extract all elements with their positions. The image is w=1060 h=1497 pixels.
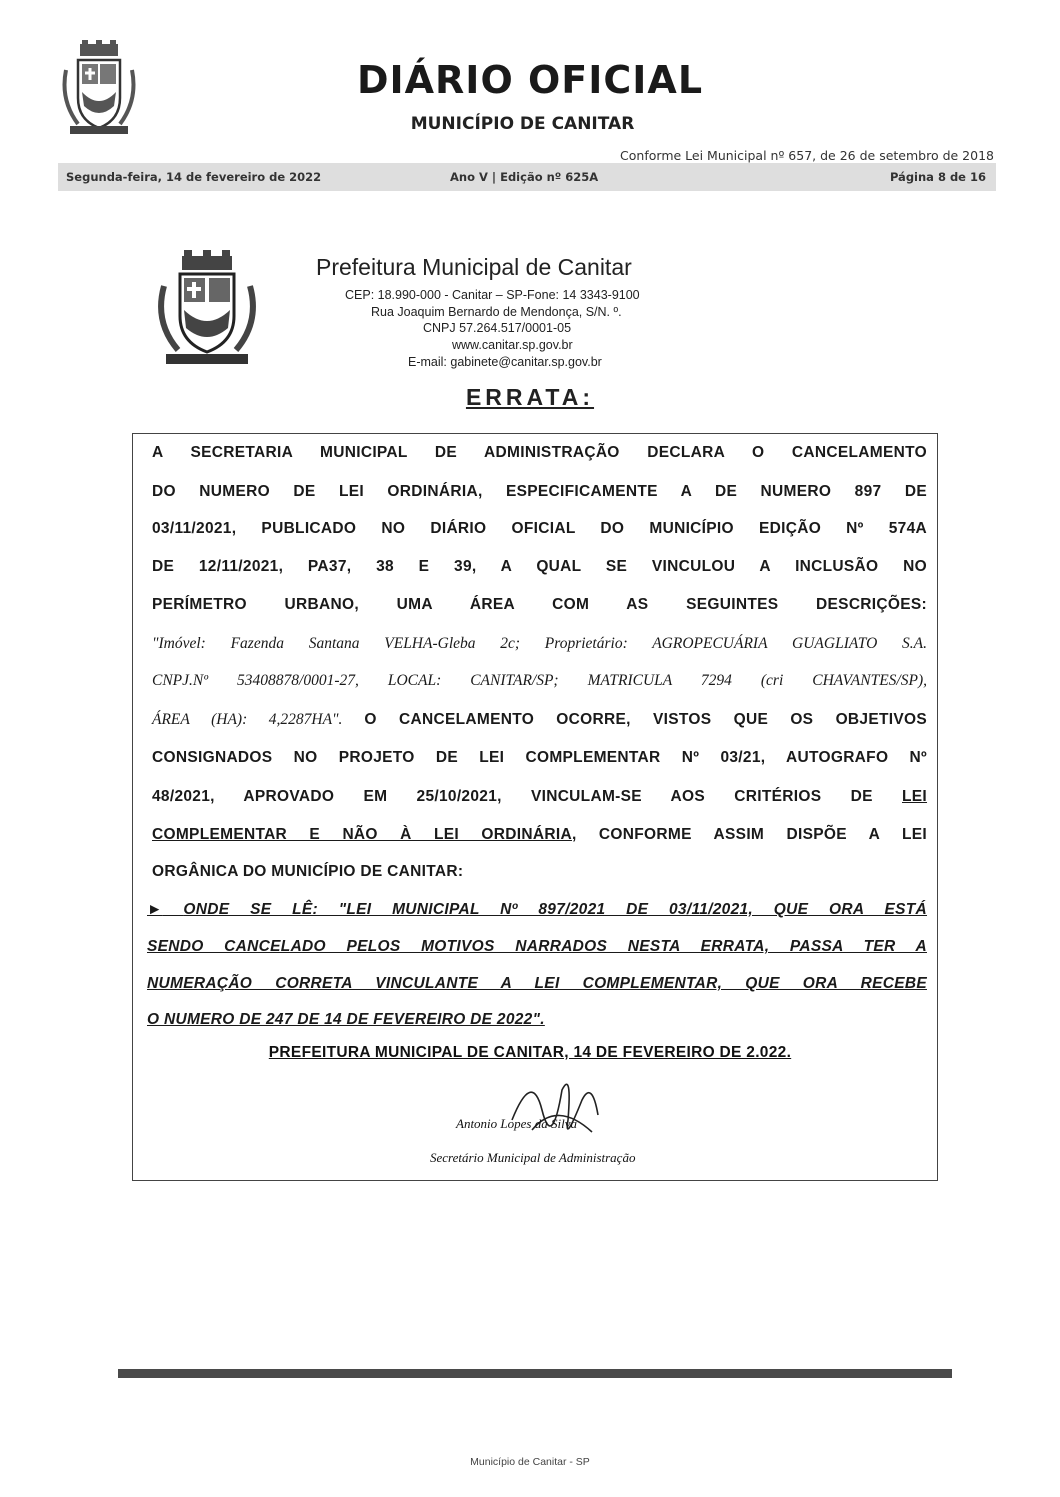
- errata-line: 03/11/2021, PUBLICADO NO DIÁRIO OFICIAL DO MUNICÍPIO EDIÇÃO Nº 574A: [152, 520, 927, 537]
- bottom-divider: [118, 1369, 952, 1378]
- signer-role: Secretário Municipal de Administração: [430, 1150, 636, 1165]
- correction-line: NUMERAÇÃO CORRETA VINCULANTE A LEI COMPLEMENTAR, QUE ORA RECEBE: [147, 975, 927, 992]
- edition-info-bar: [58, 163, 996, 191]
- errata-line: [152, 712, 927, 728]
- underlined-text: LEI: [902, 788, 928, 805]
- disposition-text: , CONFORME ASSIM DISPÕE A LEI: [571, 826, 927, 843]
- underlined-text: COMPLEMENTAR E NÃO À LEI ORDINÁRIA: [152, 826, 572, 843]
- contact-website: www.canitar.sp.gov.br: [452, 338, 573, 352]
- errata-line: DE 12/11/2021, PA37, 38 E 39, A QUAL SE VINCULOU A INCLUSÃO NO: [152, 558, 927, 575]
- correction-line: [147, 902, 927, 918]
- signer-name: Antonio Lopes da Silva: [456, 1116, 577, 1131]
- area-text: ÁREA (HA): 4,2287HA".: [152, 711, 343, 728]
- errata-line: PERÍMETRO URBANO, UMA ÁREA COM AS SEGUINTES DESCRIÇÕES:: [152, 596, 927, 613]
- errata-line: DO NUMERO DE LEI ORDINÁRIA, ESPECIFICAMENTE A DE NUMERO 897 DE: [152, 483, 927, 500]
- edition-number: Ano V | Edição nº 625A: [450, 170, 599, 184]
- signature-icon: [502, 1060, 612, 1150]
- correction-line: SENDO CANCELADO PELOS MOTIVOS NARRADOS NESTA ERRATA, PASSA TER A: [147, 938, 927, 955]
- correction-text: ONDE SE LÊ: "LEI MUNICIPAL Nº 897/2021 DE 03/11/2021, QUE ORA ESTÁ: [183, 901, 928, 918]
- newspaper-title: DIÁRIO OFICIAL: [356, 58, 704, 102]
- contact-email: E-mail: gabinete@canitar.sp.gov.br: [408, 355, 602, 369]
- errata-line: [152, 827, 927, 843]
- errata-line: CNPJ.Nº 53408878/0001-27, LOCAL: CANITAR/SP; MATRICULA 7294 (cri CHAVANTES/SP),: [152, 672, 927, 689]
- coat-of-arms-icon: [152, 250, 262, 368]
- law-note: Conforme Lei Municipal nº 657, de 26 de setembro de 2018: [620, 148, 994, 163]
- errata-heading: ERRATA:: [465, 384, 595, 410]
- errata-line: [152, 789, 927, 805]
- correction-line: O NUMERO DE 247 DE 14 DE FEVEREIRO DE 2022".: [147, 1011, 545, 1028]
- errata-line: A SECRETARIA MUNICIPAL DE ADMINISTRAÇÃO DECLARA O CANCELAMENTO: [152, 444, 927, 461]
- contact-address: Rua Joaquim Bernardo de Mendonça, S/N. º.: [371, 305, 622, 319]
- closing-line: PREFEITURA MUNICIPAL DE CANITAR, 14 DE FEVEREIRO DE 2.022.: [268, 1044, 792, 1061]
- contact-cep-phone: CEP: 18.990-000 - Canitar – SP-Fone: 14 3343-9100: [345, 288, 640, 302]
- bullet-icon: ►: [147, 901, 163, 918]
- page-number: Página 8 de 16: [889, 170, 986, 184]
- newspaper-subtitle: MUNICÍPIO DE CANITAR: [410, 114, 635, 134]
- page-footer: Município de Canitar - SP: [470, 1456, 590, 1468]
- errata-line: "Imóvel: Fazenda Santana VELHA-Gleba 2c; Proprietário: AGROPECUÁRIA GUAGLIATO S.A.: [152, 635, 927, 652]
- cancel-text: O CANCELAMENTO OCORRE, VISTOS QUE OS OBJETIVOS: [364, 711, 927, 728]
- edition-date: Segunda-feira, 14 de fevereiro de 2022: [66, 170, 322, 184]
- errata-line: CONSIGNADOS NO PROJETO DE LEI COMPLEMENTAR Nº 03/21, AUTOGRAFO Nº: [152, 749, 927, 766]
- criteria-text: 48/2021, APROVADO EM 25/10/2021, VINCULAM-SE AOS CRITÉRIOS DE: [152, 788, 873, 805]
- municipality-name: Prefeitura Municipal de Canitar: [316, 254, 632, 280]
- errata-line: ORGÂNICA DO MUNICÍPIO DE CANITAR:: [152, 863, 464, 880]
- contact-cnpj: CNPJ 57.264.517/0001-05: [423, 321, 572, 335]
